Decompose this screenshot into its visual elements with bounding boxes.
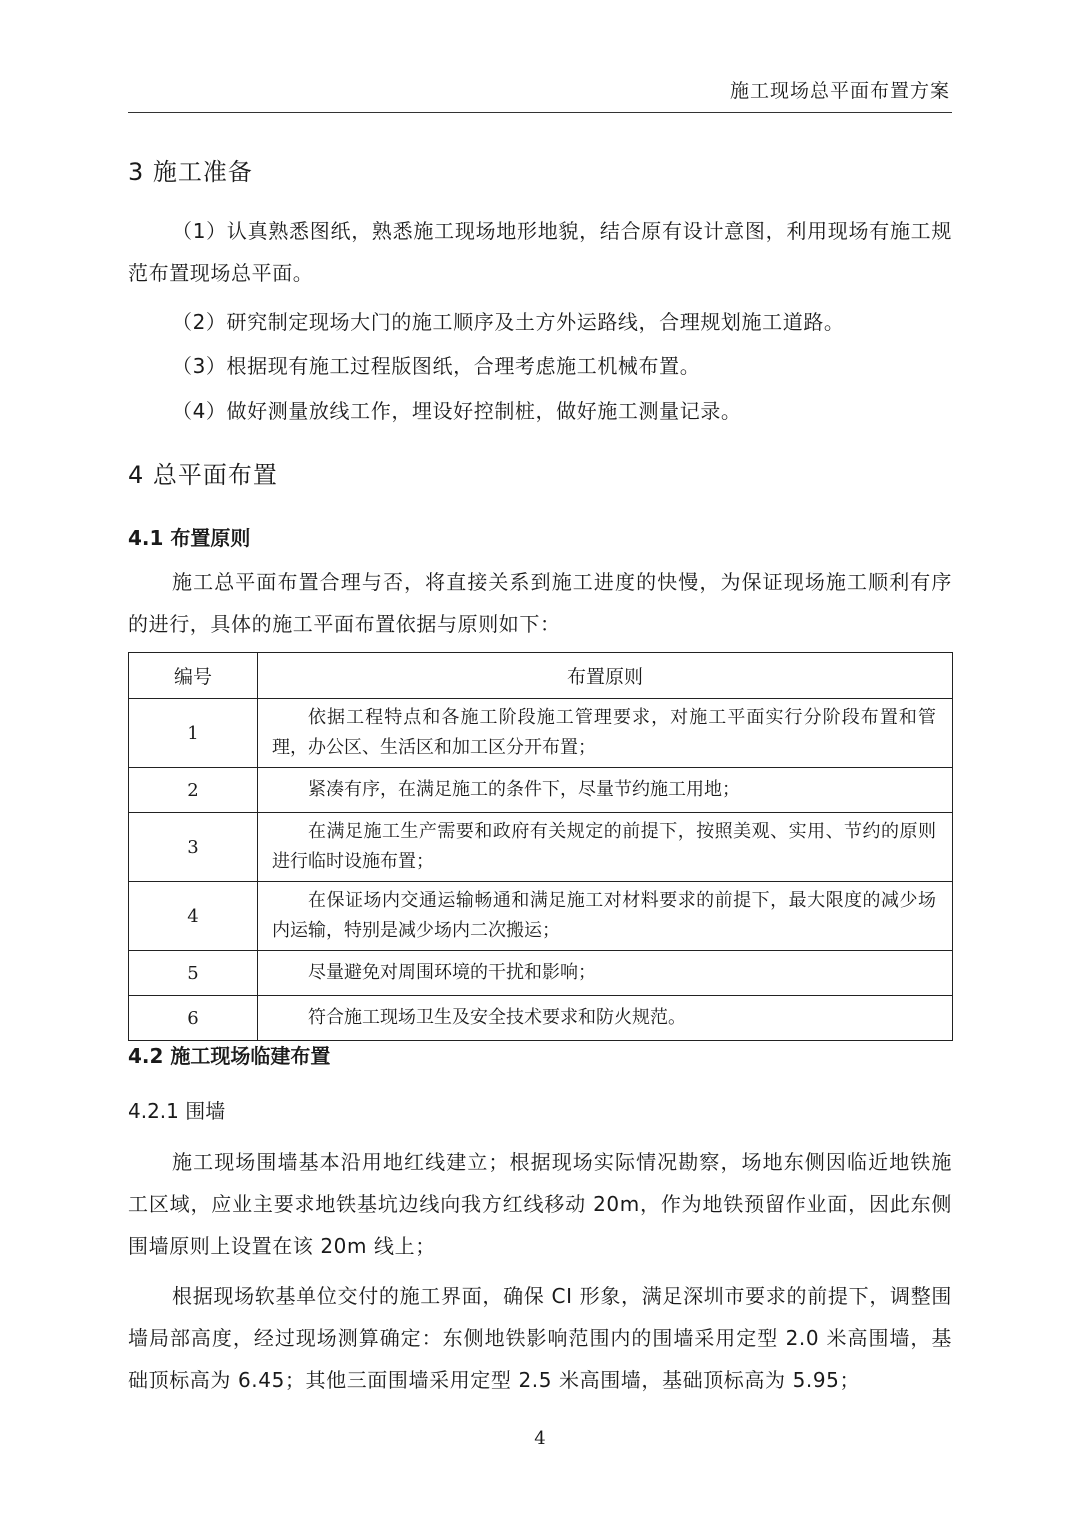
- section-3-item-3: （3）根据现有施工过程版图纸，合理考虑施工机械布置。: [172, 354, 701, 378]
- table-cell-number: 6: [129, 996, 258, 1041]
- table-cell-number: 2: [129, 768, 258, 813]
- page-header-title: 施工现场总平面布置方案: [729, 80, 950, 102]
- section-3-item-2: （2）研究制定现场大门的施工顺序及土方外运路线，合理规划施工道路。: [172, 310, 845, 334]
- section-3-heading: 3 施工准备: [128, 158, 253, 186]
- table-row: [129, 951, 953, 996]
- section-4-1-intro: 施工总平面布置合理与否，将直接关系到施工进度的快慢，为保证现场施工顺利有序的进行，具体的施工平面布置依据与原则如下：: [128, 570, 952, 636]
- section-3-item-1: （1）认真熟悉图纸，熟悉施工现场地形地貌，结合原有设计意图，利用现场有施工规范布置现场总平面。: [128, 219, 952, 285]
- table-cell-number: 5: [129, 951, 258, 996]
- table-cell-number: 4: [129, 882, 258, 951]
- section-4-2-1-heading: 4.2.1 围墙: [128, 1099, 226, 1123]
- header-divider: [128, 112, 952, 113]
- table-cell-text: 紧凑有序，在满足施工的条件下，尽量节约施工用地；: [258, 768, 953, 813]
- table-cell-text: 尽量避免对周围环境的干扰和影响；: [258, 951, 953, 996]
- table-header-number: 编号: [129, 653, 258, 699]
- table-cell-text: 在保证场内交通运输畅通和满足施工对材料要求的前提下，最大限度的减少场内运输，特别是减少场内二次搬运；: [258, 882, 953, 951]
- table-row: [129, 699, 953, 768]
- section-4-1-heading: 4.1 布置原则: [128, 526, 251, 550]
- table-cell-text: 依据工程特点和各施工阶段施工管理要求，对施工平面实行分阶段布置和管理，办公区、生活区和加工区分开布置；: [258, 699, 953, 768]
- layout-principles-table: [128, 652, 953, 1041]
- wall-paragraph-1: 施工现场围墙基本沿用地红线建立；根据现场实际情况勘察，场地东侧因临近地铁施工区域，应业主要求地铁基坑边线向我方红线移动 20m，作为地铁预留作业面，因此东侧围墙原则上设置在该 20m 线上；: [128, 1150, 952, 1258]
- section-4-2-heading: 4.2 施工现场临建布置: [128, 1044, 331, 1068]
- table-row: [129, 768, 953, 813]
- table-header-row: [129, 653, 953, 699]
- table-cell-text: 在满足施工生产需要和政府有关规定的前提下，按照美观、实用、节约的原则进行临时设施布置；: [258, 813, 953, 882]
- table-row: [129, 813, 953, 882]
- table-header-principle: 布置原则: [258, 653, 953, 699]
- table-row: [129, 882, 953, 951]
- section-4-heading: 4 总平面布置: [128, 461, 278, 489]
- page-number: 4: [534, 1428, 546, 1449]
- table-cell-number: 1: [129, 699, 258, 768]
- table-row: [129, 996, 953, 1041]
- table-cell-number: 3: [129, 813, 258, 882]
- table-cell-text: 符合施工现场卫生及安全技术要求和防火规范。: [258, 996, 953, 1041]
- wall-paragraph-2: 根据现场软基单位交付的施工界面，确保 CI 形象，满足深圳市要求的前提下，调整围墙局部高度，经过现场测算确定：东侧地铁影响范围内的围墙采用定型 2.0 米高围墙，基础顶标高为 6.45；其他三面围墙采用定型 2.5 米高围墙，基础顶标高为 5.95；: [128, 1284, 952, 1392]
- section-3-item-4: （4）做好测量放线工作，埋设好控制桩，做好施工测量记录。: [172, 399, 742, 423]
